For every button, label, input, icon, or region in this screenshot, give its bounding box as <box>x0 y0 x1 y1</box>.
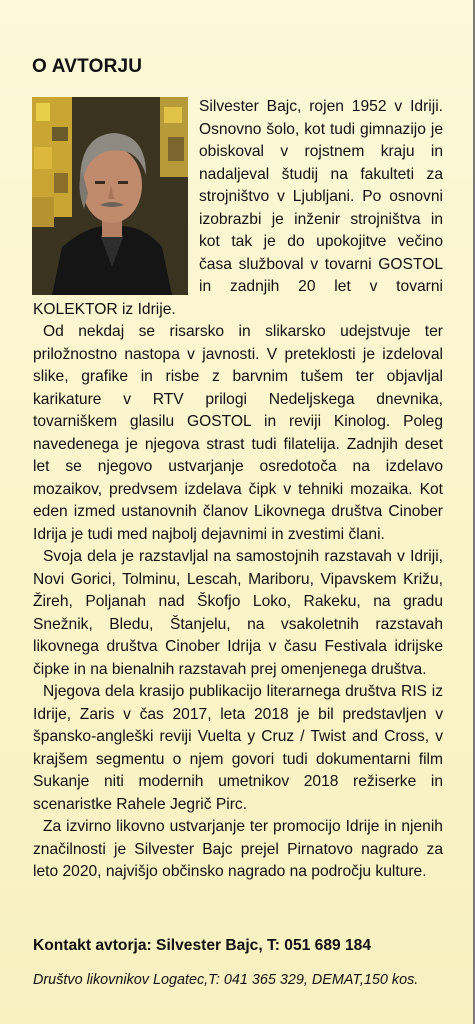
biography-paragraph: Od nekdaj se risarsko in slikarsko udejstvuje ter priložnostno nastopa v javnosti. V preteklosti je izdeloval slike, grafike in risbe z barvnim tušem ter objavljal karikature v RTV prilogi Nedeljskega dnevnika, tovarniškem glasilu GOSTOL in reviji Kinolog. Poleg navedenega je njegova strast tudi filatelija. Zadnjih deset let se njegovo ustvarjanje osredotoča na izdelavo mozaikov, predvsem izdelava čipk v tehniki mozaika. Kot eden izmed ustanovnih članov Likovnega društva Cinober Idrija je tudi med najbolj dejavnimi in zvestimi člani. <box>33 323 443 543</box>
biography-paragraph: Za izvirno likovno ustvarjanje ter promocijo Idrije in njenih značilnosti je Silvester Bajc prejel Pirnatovo nagrado za leto 2020, najvišjo občinsko nagrado na področju kulture. <box>33 818 443 880</box>
biography-text <box>33 96 443 884</box>
page-title: O AVTORJU <box>32 56 143 77</box>
biography-paragraph: Njegova dela krasijo publikacijo literarnega društva RIS iz Idrije, Zaris v čas 2017, leta 2018 je bil predstavljen v špansko-angleški reviji Vuelta y Cruz / Twist and Cross, v krajšem segmentu o njem govori tudi dokumentarni film Sukanje niti modernih umetnikov 2018 režiserke in scenaristke Rahele Jegrič Pirc. <box>33 683 443 813</box>
publisher-footer: Društvo likovnikov Logatec,T: 041 365 329, DEMAT,150 kos. <box>33 972 419 988</box>
biography-paragraph: Silvester Bajc, rojen 1952 v Idriji. Osnovno šolo, kot tudi gimnazijo je obiskoval v rojstnem kraju in nadaljeval študij na fakulteti za strojništvo v Ljubljani. Po osnovni izobrazbi je inženir strojništva in kot tak je do upokojitve večino časa služboval v tovarni GOSTOL in zadnjih 20 let v tovarni KOLEKTOR iz Idrije. <box>33 98 443 318</box>
photo-float-spacer <box>33 96 199 298</box>
author-contact: Kontakt avtorja: Silvester Bajc, T: 051 689 184 <box>33 937 372 954</box>
biography-paragraph: Svoja dela je razstavljal na samostojnih razstavah v Idriji, Novi Gorici, Tolminu, Lescah, Mariboru, Vipavskem Križu, Žireh, Poljanah nad Škofjo Loko, Rakeku, na gradu Snežnik, Bledu, Štanjelu, na vsakoletnih razstavah likovnega društva Cinober Idrija v času Festivala idrijske čipke in na bienalnih razstavah prej omenjenega društva. <box>33 548 443 678</box>
